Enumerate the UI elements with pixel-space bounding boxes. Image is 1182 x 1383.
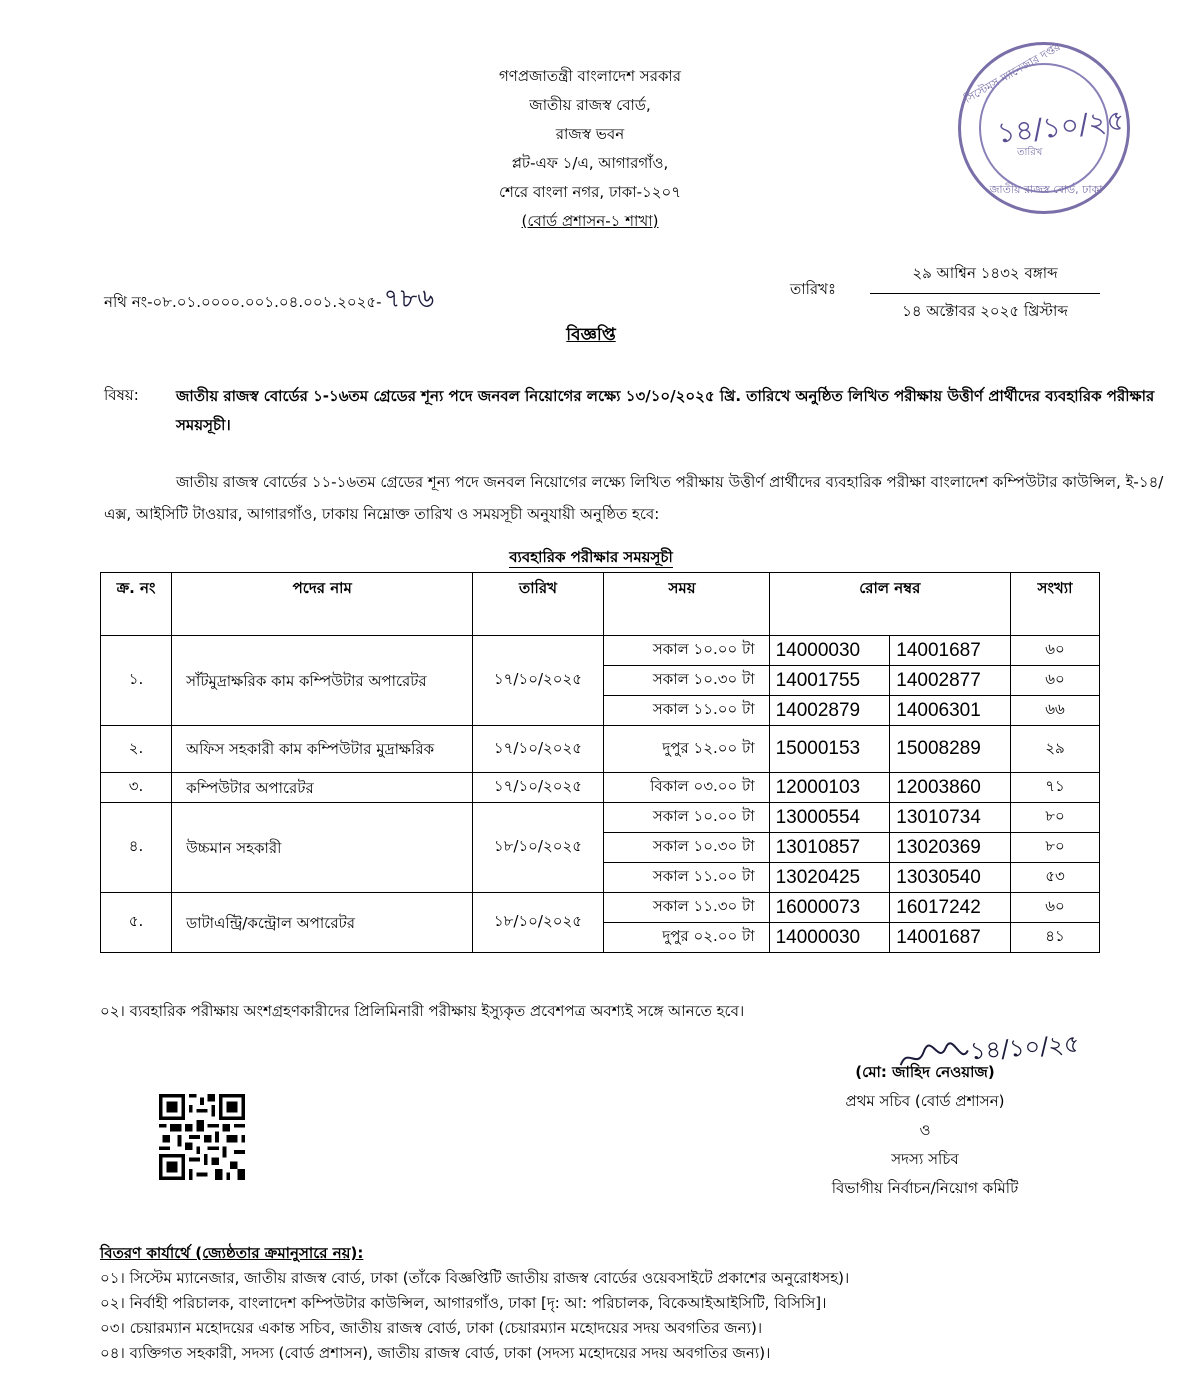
cell-roll-to: 14001687 xyxy=(890,636,1011,666)
cell-roll-from: 15000153 xyxy=(769,726,890,773)
cell-time: দুপুর ১২.০০ টা xyxy=(603,726,769,773)
cell-time: বিকাল ০৩.০০ টা xyxy=(603,773,769,803)
signature-date: ১৪/১০/২৫ xyxy=(968,1029,1081,1066)
header-time: সময় xyxy=(603,573,769,636)
received-stamp xyxy=(958,42,1130,214)
list-item: ০১। সিস্টেম ম্যানেজার, জাতীয় রাজস্ব বোর্ড, ঢাকা (তাঁকে বিজ্ঞপ্তিটি জাতীয় রাজস্ব বোর্ডের ওয়েবসাইটে প্রকাশের অনুরোধসহ)। xyxy=(100,1269,850,1287)
letterhead-line: গণপ্রজাতন্ত্রী বাংলাদেশ সরকার xyxy=(498,67,682,85)
body-paragraph: জাতীয় রাজস্ব বোর্ডের ১১-১৬তম গ্রেডের শূন্য পদে জনবল নিয়োগের লক্ষ্যে লিখিত পরীক্ষায় উত্তীর্ণ প্রার্থীদের ব্যবহারিক পরীক্ষা বাংলাদেশ কম্পিউটার কাউন্সিল, ই-১৪/এক্স, আইসিটি টাওয়ার, আগারগাঁও, ঢাকায় নিম্নোক্ত তারিখ ও সময়সূচী অনুযায়ী অনুষ্ঠিত হবে: xyxy=(104,473,1164,523)
date-label: তারিখঃ xyxy=(790,280,836,298)
signatory-title: প্রথম সচিব (বোর্ড প্রশাসন) xyxy=(845,1092,1005,1110)
cell-roll-to: 16017242 xyxy=(890,893,1011,923)
cell-serial: ২. xyxy=(101,726,172,773)
stamp-handwritten-date: ১৪/১০/২৫ xyxy=(995,103,1127,150)
cell-post: ডাটাএন্ট্রি/কন্ট্রোল অপারেটর xyxy=(172,893,473,953)
cell-roll-to: 14001687 xyxy=(890,923,1011,953)
header-serial: ক্র. নং xyxy=(101,573,172,636)
cell-count: ৪১ xyxy=(1011,923,1100,953)
letterhead-section: (বোর্ড প্রশাসন-১ শাখা) xyxy=(521,212,659,230)
cell-roll-to: 12003860 xyxy=(890,773,1011,803)
list-item: ০২। নির্বাহী পরিচালক, বাংলাদেশ কম্পিউটার কাউন্সিল, আগারগাঁও, ঢাকা [দৃ: আ: পরিচালক, বিকেআইআইসিটি, বিসিসি]। xyxy=(100,1294,827,1312)
stamp-inner-label: তারিখ xyxy=(1017,147,1043,158)
cell-roll-from: 13020425 xyxy=(769,863,890,893)
cell-date: ১৭/১০/২০২৫ xyxy=(473,726,603,773)
header-roll: রোল নম্বর xyxy=(769,573,1010,636)
cell-roll-to: 13020369 xyxy=(890,833,1011,863)
cell-roll-to: 15008289 xyxy=(890,726,1011,773)
cell-time: সকাল ১০.৩০ টা xyxy=(603,833,769,863)
cell-count: ৬০ xyxy=(1011,666,1100,696)
cell-time: সকাল ১১.০০ টা xyxy=(603,863,769,893)
cell-roll-to: 14006301 xyxy=(890,696,1011,726)
memo-number xyxy=(104,278,434,322)
table-row xyxy=(101,726,1100,773)
cell-roll-from: 14001755 xyxy=(769,666,890,696)
header-post: পদের নাম xyxy=(172,573,473,636)
table-title xyxy=(0,546,1182,571)
cell-count: ৭১ xyxy=(1011,773,1100,803)
cell-time: সকাল ১১.০০ টা xyxy=(603,696,769,726)
qr-code-icon xyxy=(156,1094,248,1180)
schedule-table xyxy=(100,572,1100,953)
header-count: সংখ্যা xyxy=(1011,573,1100,636)
cell-serial: ৪. xyxy=(101,803,172,893)
stamp-ring-bottom-text: জাতীয় রাজস্ব বোর্ড, ঢাকা xyxy=(989,183,1103,196)
cell-roll-from: 12000103 xyxy=(769,773,890,803)
list-item: ০৪। ব্যক্তিগত সহকারী, সদস্য (বোর্ড প্রশাসন), জাতীয় রাজস্ব বোর্ড, ঢাকা (সদস্য মহোদয়ের সদয় অবগতির জন্য)। xyxy=(100,1344,771,1362)
cell-time: দুপুর ০২.০০ টা xyxy=(603,923,769,953)
cell-roll-from: 14000030 xyxy=(769,923,890,953)
cell-roll-from: 14000030 xyxy=(769,636,890,666)
date-values xyxy=(870,260,1100,325)
letterhead xyxy=(420,62,760,236)
cell-time: সকাল ১০.৩০ টা xyxy=(603,666,769,696)
cell-roll-to: 13010734 xyxy=(890,803,1011,833)
cell-roll-to: 14002877 xyxy=(890,666,1011,696)
cell-roll-from: 14002879 xyxy=(769,696,890,726)
letterhead-line: প্লট-এফ ১/এ, আগারগাঁও, xyxy=(511,154,669,172)
cell-time: সকাল ১০.০০ টা xyxy=(603,636,769,666)
table-row xyxy=(101,636,1100,666)
distribution-title-text: বিতরণ কার্যার্থে (জ্যেষ্ঠতার ক্রমানুসারে নয়): xyxy=(100,1244,364,1262)
subject-label: বিষয়: xyxy=(104,386,139,404)
cell-date: ১৮/১০/২০২৫ xyxy=(473,893,603,953)
signatory-title: বিভাগীয় নির্বাচন/নিয়োগ কমিটি xyxy=(831,1179,1019,1197)
table-header-row xyxy=(101,573,1100,636)
memo-number-text: নথি নং-০৮.০১.০০০০.০০১.০৪.০০১.২০২৫- xyxy=(104,293,382,311)
letterhead-line: জাতীয় রাজস্ব বোর্ড, xyxy=(529,96,651,114)
cell-count: ৬০ xyxy=(1011,893,1100,923)
cell-count: ৬০ xyxy=(1011,636,1100,666)
letterhead-line: শেরে বাংলা নগর, ঢাকা-১২০৭ xyxy=(498,183,682,201)
cell-serial: ৩. xyxy=(101,773,172,803)
table-row xyxy=(101,803,1100,833)
letterhead-line: রাজস্ব ভবন xyxy=(555,125,625,143)
cell-date: ১৮/১০/২০২৫ xyxy=(473,803,603,893)
date-gregorian: ১৪ অক্টোবর ২০২৫ খ্রিস্টাব্দ xyxy=(902,302,1068,320)
signatory-name: (মো: জাহিদ নেওয়াজ) xyxy=(855,1063,995,1081)
notice-title-text: বিজ্ঞপ্তি xyxy=(566,325,616,345)
date-bangla: ২৯ আশ্বিন ১৪৩২ বঙ্গাব্দ xyxy=(870,260,1100,294)
cell-roll-from: 13000554 xyxy=(769,803,890,833)
cell-post: উচ্চমান সহকারী xyxy=(172,803,473,893)
cell-serial: ১. xyxy=(101,636,172,726)
cell-count: ৮০ xyxy=(1011,803,1100,833)
table-title-text: ব্যবহারিক পরীক্ষার সময়সূচী xyxy=(509,548,673,566)
cell-count: ৮০ xyxy=(1011,833,1100,863)
signature-block xyxy=(790,1058,1060,1203)
cell-roll-from: 13010857 xyxy=(769,833,890,863)
cell-count: ৬৬ xyxy=(1011,696,1100,726)
memo-handwritten-suffix: ৭৮৬ xyxy=(383,284,435,314)
signatory-conjunction: ও xyxy=(919,1121,931,1139)
header-date: তারিখ xyxy=(473,573,603,636)
cell-time: সকাল ১১.৩০ টা xyxy=(603,893,769,923)
cell-serial: ৫. xyxy=(101,893,172,953)
distribution-list xyxy=(100,1266,1160,1366)
cell-roll-to: 13030540 xyxy=(890,863,1011,893)
cell-post: কম্পিউটার অপারেটর xyxy=(172,773,473,803)
table-row xyxy=(101,773,1100,803)
cell-post: সাঁটমুদ্রাক্ষরিক কাম কম্পিউটার অপারেটর xyxy=(172,636,473,726)
admit-card-note: ০২। ব্যবহারিক পরীক্ষায় অংশগ্রহণকারীদের প্রিলিমিনারী পরীক্ষায় ইস্যুকৃত প্রবেশপত্র অবশ্যই সঙ্গে আনতে হবে। xyxy=(100,1002,745,1020)
cell-time: সকাল ১০.০০ টা xyxy=(603,803,769,833)
cell-count: ২৯ xyxy=(1011,726,1100,773)
cell-count: ৫৩ xyxy=(1011,863,1100,893)
subject-text: জাতীয় রাজস্ব বোর্ডের ১-১৬তম গ্রেডের শূন্য পদে জনবল নিয়োগের লক্ষ্যে ১৩/১০/২০২৫ খ্রি. তারিখে অনুষ্ঠিত লিখিত পরীক্ষায় উত্তীর্ণ প্রার্থীদের ব্যবহারিক পরীক্ষার সময়সূচী। xyxy=(176,387,1155,434)
stamp-ring-top-text: সিস্টেমস ম্যানেজার দপ্তর xyxy=(962,40,1063,106)
cell-post: অফিস সহকারী কাম কম্পিউটার মুদ্রাক্ষরিক xyxy=(172,726,473,773)
cell-date: ১৭/১০/২০২৫ xyxy=(473,636,603,726)
table-row xyxy=(101,893,1100,923)
cell-roll-from: 16000073 xyxy=(769,893,890,923)
signatory-title: সদস্য সচিব xyxy=(891,1150,959,1168)
distribution-title xyxy=(100,1242,363,1267)
cell-date: ১৭/১০/২০২৫ xyxy=(473,773,603,803)
notice-title xyxy=(0,322,1182,350)
list-item: ০৩। চেয়ারম্যান মহোদয়ের একান্ত সচিব, জাতীয় রাজস্ব বোর্ড, ঢাকা (চেয়ারম্যান মহোদয়ের সদয় অবগতির জন্য)। xyxy=(100,1319,763,1337)
